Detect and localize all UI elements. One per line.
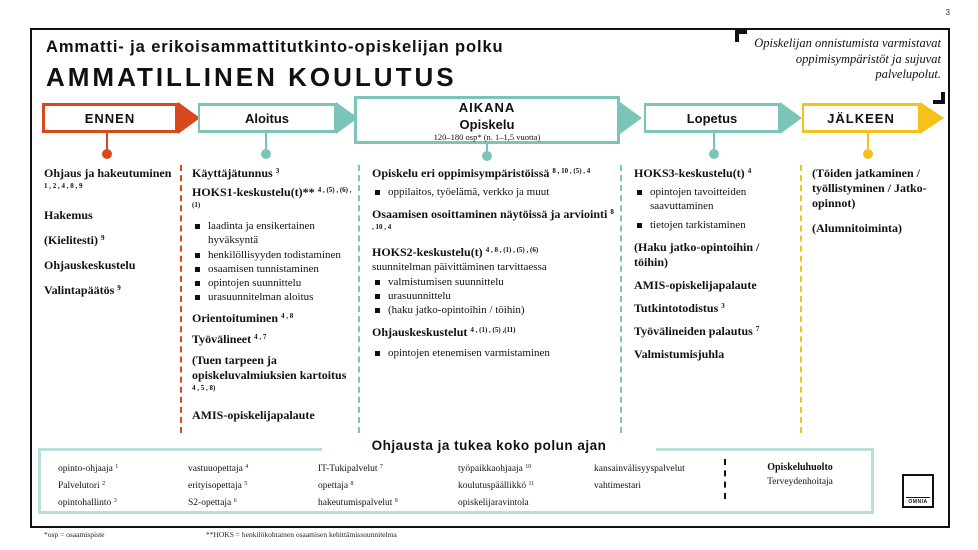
list-item: Valintapäätös $^9$ bbox=[44, 283, 121, 297]
footnote-osp: *osp = osaamispiste bbox=[44, 530, 105, 539]
phase-aloitus bbox=[200, 106, 334, 130]
support-item: hakeutumispalvelut $^9$ bbox=[318, 498, 398, 508]
omnia-logo bbox=[902, 474, 934, 508]
bullet-item: laadinta ja ensikertainen hyväksyntä bbox=[192, 219, 352, 248]
support-column bbox=[58, 460, 118, 511]
separator bbox=[180, 165, 182, 433]
separator bbox=[620, 165, 622, 433]
bullet-item: opintojen tavoitteiden saavuttaminen bbox=[634, 185, 794, 214]
list-item: Hakemus bbox=[44, 208, 93, 222]
column-ennen bbox=[44, 166, 174, 298]
bullet-item: oppilaitos, työelämä, verkko ja muut bbox=[372, 185, 614, 199]
timeline-dot bbox=[102, 149, 112, 159]
support-item: kansainvälisyyspalvelut bbox=[594, 464, 685, 474]
list-item-text: suunnitelman päivittäminen tarvittaessa bbox=[372, 261, 547, 274]
page-title: AMMATILLINEN KOULUTUS bbox=[46, 62, 457, 92]
timeline-dot bbox=[709, 149, 719, 159]
timeline-dot bbox=[261, 149, 271, 159]
support-item: opintohallinto $^3$ bbox=[58, 498, 117, 508]
column-aloitus bbox=[192, 166, 352, 423]
footnote-hoks: **HOKS = henkilökohtainen osaamisen kehittämissuunnitelma bbox=[206, 530, 397, 539]
support-item: vastuuopettaja $^4$ bbox=[188, 464, 249, 474]
list-item: Työvälineet $^{4 , 7}$ bbox=[192, 331, 267, 346]
phase-jalkeen-label: JÄLKEEN bbox=[827, 110, 895, 126]
list-item: Ohjauskeskustelu bbox=[44, 258, 136, 272]
support-item: erityisopettaja $^5$ bbox=[188, 481, 248, 491]
list-item: Käyttäjätunnus $^3$ bbox=[192, 166, 280, 180]
support-item: koulutuspäällikkö $^{11}$ bbox=[458, 481, 535, 491]
bullet-item: opintojen etenemisen varmistaminen bbox=[372, 346, 614, 360]
opiskelu-bullets-1 bbox=[372, 185, 614, 199]
support-item: IT-Tukipalvelut $^7$ bbox=[318, 464, 383, 474]
lopetus-bullets bbox=[634, 185, 794, 232]
support-column bbox=[594, 460, 685, 494]
phase-ennen-label: ENNEN bbox=[84, 110, 136, 126]
list-item: HOKS3-keskustelu(t) $^4$ bbox=[634, 166, 752, 180]
separator bbox=[358, 165, 360, 433]
support-column bbox=[458, 460, 534, 511]
list-item: AMIS-opiskelijapalaute bbox=[192, 407, 315, 422]
phase-aikana-label: AIKANA bbox=[449, 101, 526, 115]
support-title: Ohjausta ja tukea koko polun ajan bbox=[322, 438, 656, 453]
support-item: Palvelutori $^2$ bbox=[58, 481, 106, 491]
column-jalkeen bbox=[812, 166, 948, 236]
arrow-ennen-icon bbox=[178, 102, 200, 134]
support-separator bbox=[724, 459, 726, 499]
bullet-item: henkilöllisyyden todistaminen bbox=[192, 248, 352, 262]
list-item: Tutkintotodistus $^3$ bbox=[634, 300, 725, 315]
phase-lopetus bbox=[646, 106, 778, 130]
bullet-item: tietojen tarkistaminen bbox=[634, 218, 794, 232]
list-item: Ohjauskeskustelut $^{4 , (1) , (5) ,(11)}$ bbox=[372, 325, 516, 340]
arrow-lopetus-icon bbox=[780, 102, 802, 134]
separator bbox=[800, 165, 802, 433]
health-column bbox=[740, 460, 860, 490]
support-item: Terveydenhoitaja bbox=[767, 477, 833, 487]
bullet-item: urasuunnitelman aloitus bbox=[192, 290, 352, 304]
support-item: opiskelijaravintola bbox=[458, 498, 529, 508]
list-item: HOKS1-keskustelu(t)** $^{4 , (5) , (6) , (1)}$ bbox=[192, 185, 352, 209]
support-item: opinto-ohjaaja $^1$ bbox=[58, 464, 119, 474]
list-item: Orientoituminen $^{4 , 8}$ bbox=[192, 310, 294, 325]
timeline-dot bbox=[863, 149, 873, 159]
logo-text: OMNIA bbox=[908, 499, 928, 505]
list-item: Osaamisen osoittaminen näytöissä ja arviointi $^{8 , 10 , 4}$ bbox=[372, 207, 614, 232]
opiskelu-bullets-4 bbox=[372, 346, 614, 360]
list-item: (Kielitesti) $^9$ bbox=[44, 233, 105, 247]
timeline-dot bbox=[482, 151, 492, 161]
opiskelu-bullets-3 bbox=[372, 275, 614, 318]
arrow-opiskelu-icon bbox=[620, 102, 642, 134]
quote-box bbox=[735, 30, 945, 104]
phase-aikana bbox=[354, 96, 620, 144]
support-column bbox=[318, 460, 398, 511]
phase-jalkeen bbox=[804, 106, 918, 130]
support-item: vahtimestari bbox=[594, 481, 641, 491]
list-item: Opiskelu eri oppimisympäristöissä $^{8 , 10 , (5) , 4}$ bbox=[372, 166, 591, 180]
phase-aloitus-label: Aloitus bbox=[244, 110, 290, 126]
support-item: työpaikkaohjaaja $^{10}$ bbox=[458, 464, 532, 474]
arrow-jalkeen-icon bbox=[920, 102, 944, 134]
list-item: (Alumnitoiminta) bbox=[812, 221, 902, 235]
list-item: Työvälineiden palautus $^7$ bbox=[634, 323, 760, 338]
bullet-item: opintojen suunnittelu bbox=[192, 276, 352, 290]
subtitle: Ammatti- ja erikoisammattitutkinto-opiskelijan polku bbox=[46, 38, 504, 56]
list-item: (Töiden jatkaminen / työllistyminen / Jatko-opinnot) bbox=[812, 166, 927, 210]
phase-opiskelu-label: Opiskelu bbox=[459, 117, 515, 132]
phase-ennen bbox=[42, 103, 178, 133]
bullet-item: urasuunnittelu bbox=[372, 289, 614, 303]
list-item: Ohjaus ja hakeutuminen $^{1 , 2 , 4 , 8 , 9}$ bbox=[44, 166, 172, 190]
support-item: opettaja $^8$ bbox=[318, 481, 354, 491]
list-item: AMIS-opiskelijapalaute bbox=[634, 277, 757, 292]
bullet-item: valmistumisen suunnittelu bbox=[372, 275, 614, 289]
aloitus-bullets bbox=[192, 219, 352, 305]
health-title: Opiskeluhuolto bbox=[767, 462, 833, 473]
list-item: Valmistumisjuhla bbox=[634, 346, 725, 361]
column-lopetus bbox=[634, 166, 794, 362]
bullet-item: osaamisen tunnistaminen bbox=[192, 262, 352, 276]
list-item: (Tuen tarpeen ja opiskeluvalmiuksien kartoitus $^{4 , 5 , 8)}$ bbox=[192, 352, 347, 392]
bullet-item: (haku jatko-opintoihin / töihin) bbox=[372, 303, 614, 317]
support-column bbox=[188, 460, 248, 511]
phase-opiskelu-duration: 120–180 osp* (n. 1–1,5 vuotta) bbox=[433, 132, 541, 142]
page-number: 3 bbox=[945, 8, 950, 17]
quote-text: Opiskelijan onnistumista varmistavat oppimisympäristöt ja sujuvat palvelupolut. bbox=[754, 36, 941, 82]
support-item: S2-opettaja $^6$ bbox=[188, 498, 237, 508]
phase-lopetus-label: Lopetus bbox=[686, 110, 738, 126]
column-opiskelu bbox=[372, 166, 614, 361]
list-item: (Haku jatko-opintoihin / töihin) bbox=[634, 239, 760, 269]
list-item: HOKS2-keskustelu(t) $^{4 , 8 , (1) , (5) , (6)}$ bbox=[372, 245, 539, 260]
